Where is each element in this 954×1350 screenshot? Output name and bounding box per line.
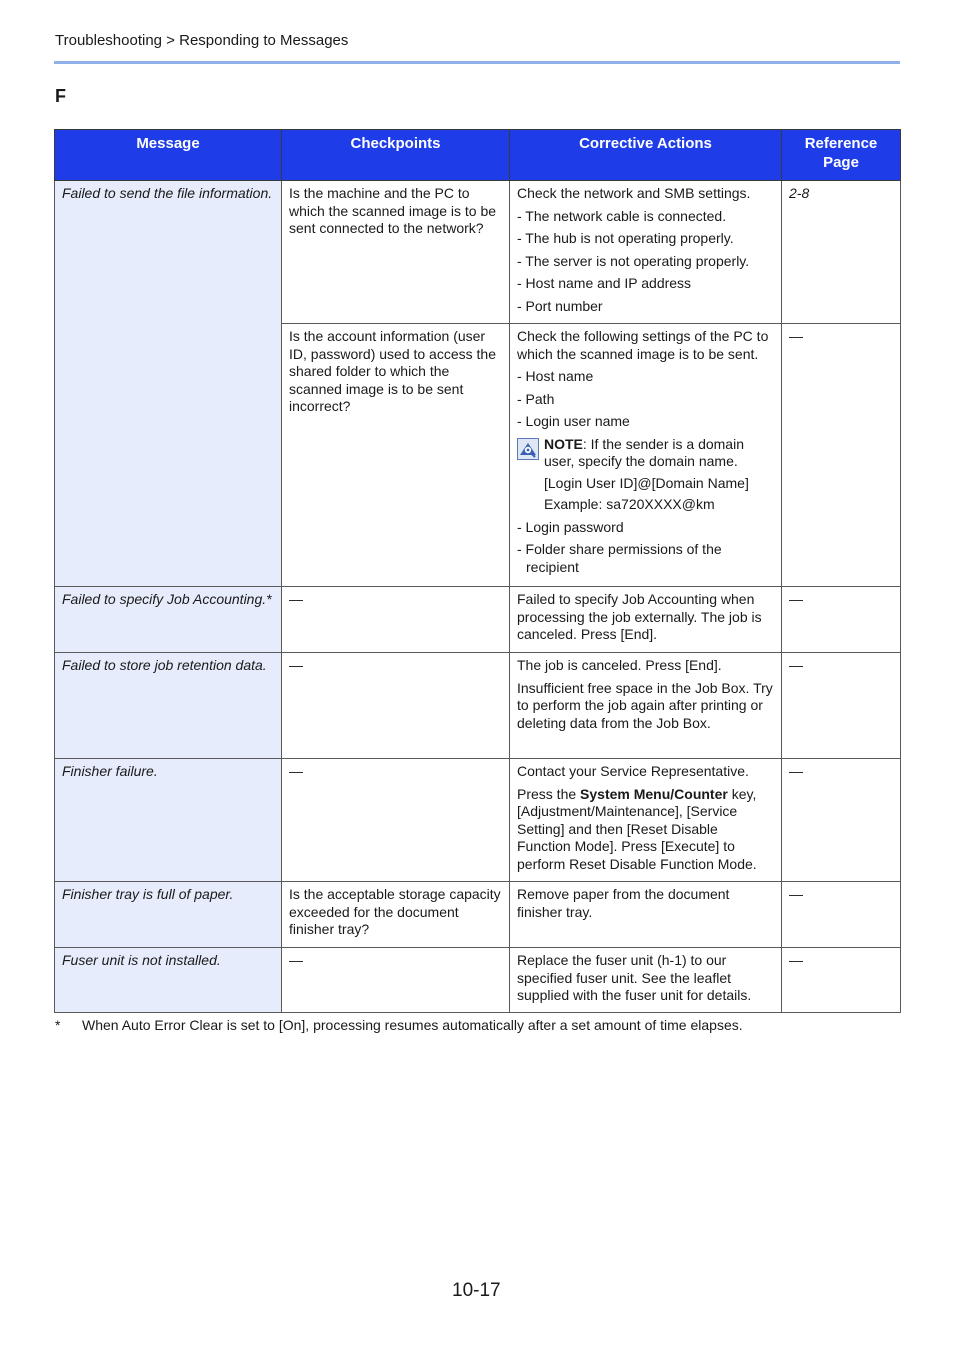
actions-cell <box>510 759 782 882</box>
reference-cell: — <box>782 653 901 759</box>
message-cell: Failed to send the file information. <box>55 181 282 587</box>
action-line: - Path <box>517 390 555 407</box>
note-format: [Login User ID]@[Domain Name] <box>544 474 749 491</box>
note-icon <box>517 438 539 460</box>
table-header-row <box>55 130 901 181</box>
messages-table <box>54 129 901 1013</box>
action-line: - Host name and IP address <box>517 275 692 291</box>
note-box <box>517 436 774 514</box>
action-line: The job is canceled. Press [End]. <box>517 657 722 673</box>
footnote-mark: * <box>55 1017 61 1033</box>
checkpoint-cell: — <box>282 759 510 882</box>
action-line: Contact your Service Representative. <box>517 763 749 779</box>
header-message: Message <box>55 130 282 181</box>
message-cell: Finisher tray is full of paper. <box>55 882 282 948</box>
checkpoint-cell: — <box>282 587 510 653</box>
table-row <box>55 587 901 653</box>
section-letter: F <box>55 86 66 106</box>
key-name: System Menu/Counter <box>580 785 728 802</box>
action-line: Check the following settings of the PC to which the scanned image is to be sent. <box>517 328 769 362</box>
table-row <box>55 882 901 948</box>
actions-cell <box>510 181 782 324</box>
table-row <box>55 181 901 324</box>
action-line: Check the network and SMB settings. <box>517 185 751 201</box>
message-cell: Failed to store job retention data. <box>55 653 282 759</box>
footnote <box>55 1017 743 1033</box>
checkpoint-cell: Is the acceptable storage capacity exceeded for the document finisher tray? <box>282 882 510 948</box>
action-line: Insufficient free space in the Job Box. Try to perform the job again after printing or deleting data from the Job Box. <box>517 679 773 731</box>
header-corrective-actions: Corrective Actions <box>510 130 782 181</box>
reference-cell: — <box>782 324 901 587</box>
page-number: 10-17 <box>452 1280 501 1301</box>
reference-cell: — <box>782 759 901 882</box>
reference-cell: — <box>782 882 901 948</box>
actions-cell: Failed to specify Job Accounting when processing the job externally. The job is canceled. Press [End]. <box>510 587 782 653</box>
note-label: NOTE <box>544 435 583 452</box>
checkpoint-cell: — <box>282 948 510 1013</box>
actions-cell: Remove paper from the document finisher tray. <box>510 882 782 948</box>
header-reference-page: Reference Page <box>782 130 901 181</box>
action-line: - The server is not operating properly. <box>517 252 750 269</box>
footnote-text: When Auto Error Clear is set to [On], processing resumes automatically after a set amount of time elapses. <box>82 1017 743 1033</box>
header-rule <box>54 61 900 64</box>
action-text: Press the <box>517 785 581 802</box>
action-line: - The hub is not operating properly. <box>517 230 734 246</box>
message-cell: Fuser unit is not installed. <box>55 948 282 1013</box>
action-text: key, [Adjustment/Maintenance], [Service Setting] and then [Reset Disable Function Mode]. Press [Execute] to perform Reset Disable Function Mode. <box>517 785 757 872</box>
message-cell: Finisher failure. <box>55 759 282 882</box>
note-text: : If the sender is a domain user, specify the domain name. <box>544 435 744 469</box>
action-line: - The network cable is connected. <box>517 207 727 224</box>
checkpoint-cell: Is the machine and the PC to which the scanned image is to be sent connected to the network? <box>282 181 510 324</box>
action-line: - Host name <box>517 368 594 384</box>
header-checkpoints: Checkpoints <box>282 130 510 181</box>
actions-cell: Replace the fuser unit (h-1) to our specified fuser unit. See the leaflet supplied with the fuser unit for details. <box>510 948 782 1013</box>
table-row <box>55 759 901 882</box>
reference-cell: — <box>782 948 901 1013</box>
action-line: - Folder share permissions of the recipient <box>517 541 722 575</box>
action-line <box>517 786 774 874</box>
note-example: Example: sa720XXXX@km <box>544 496 715 512</box>
breadcrumb: Troubleshooting > Responding to Messages <box>55 32 349 49</box>
reference-cell: — <box>782 587 901 653</box>
note-body <box>544 436 774 514</box>
reference-link[interactable]: 2-8 <box>782 181 901 324</box>
table-row <box>55 948 901 1013</box>
checkpoint-cell: Is the account information (user ID, password) used to access the shared folder to which the scanned image is to be sent incorrect? <box>282 324 510 587</box>
action-line: - Login password <box>517 518 624 535</box>
action-line: - Port number <box>517 297 603 314</box>
actions-cell <box>510 653 782 759</box>
actions-cell <box>510 324 782 587</box>
action-line: - Login user name <box>517 413 630 429</box>
checkpoint-cell: — <box>282 653 510 759</box>
message-cell: Failed to specify Job Accounting.* <box>55 587 282 653</box>
table-row <box>55 653 901 759</box>
